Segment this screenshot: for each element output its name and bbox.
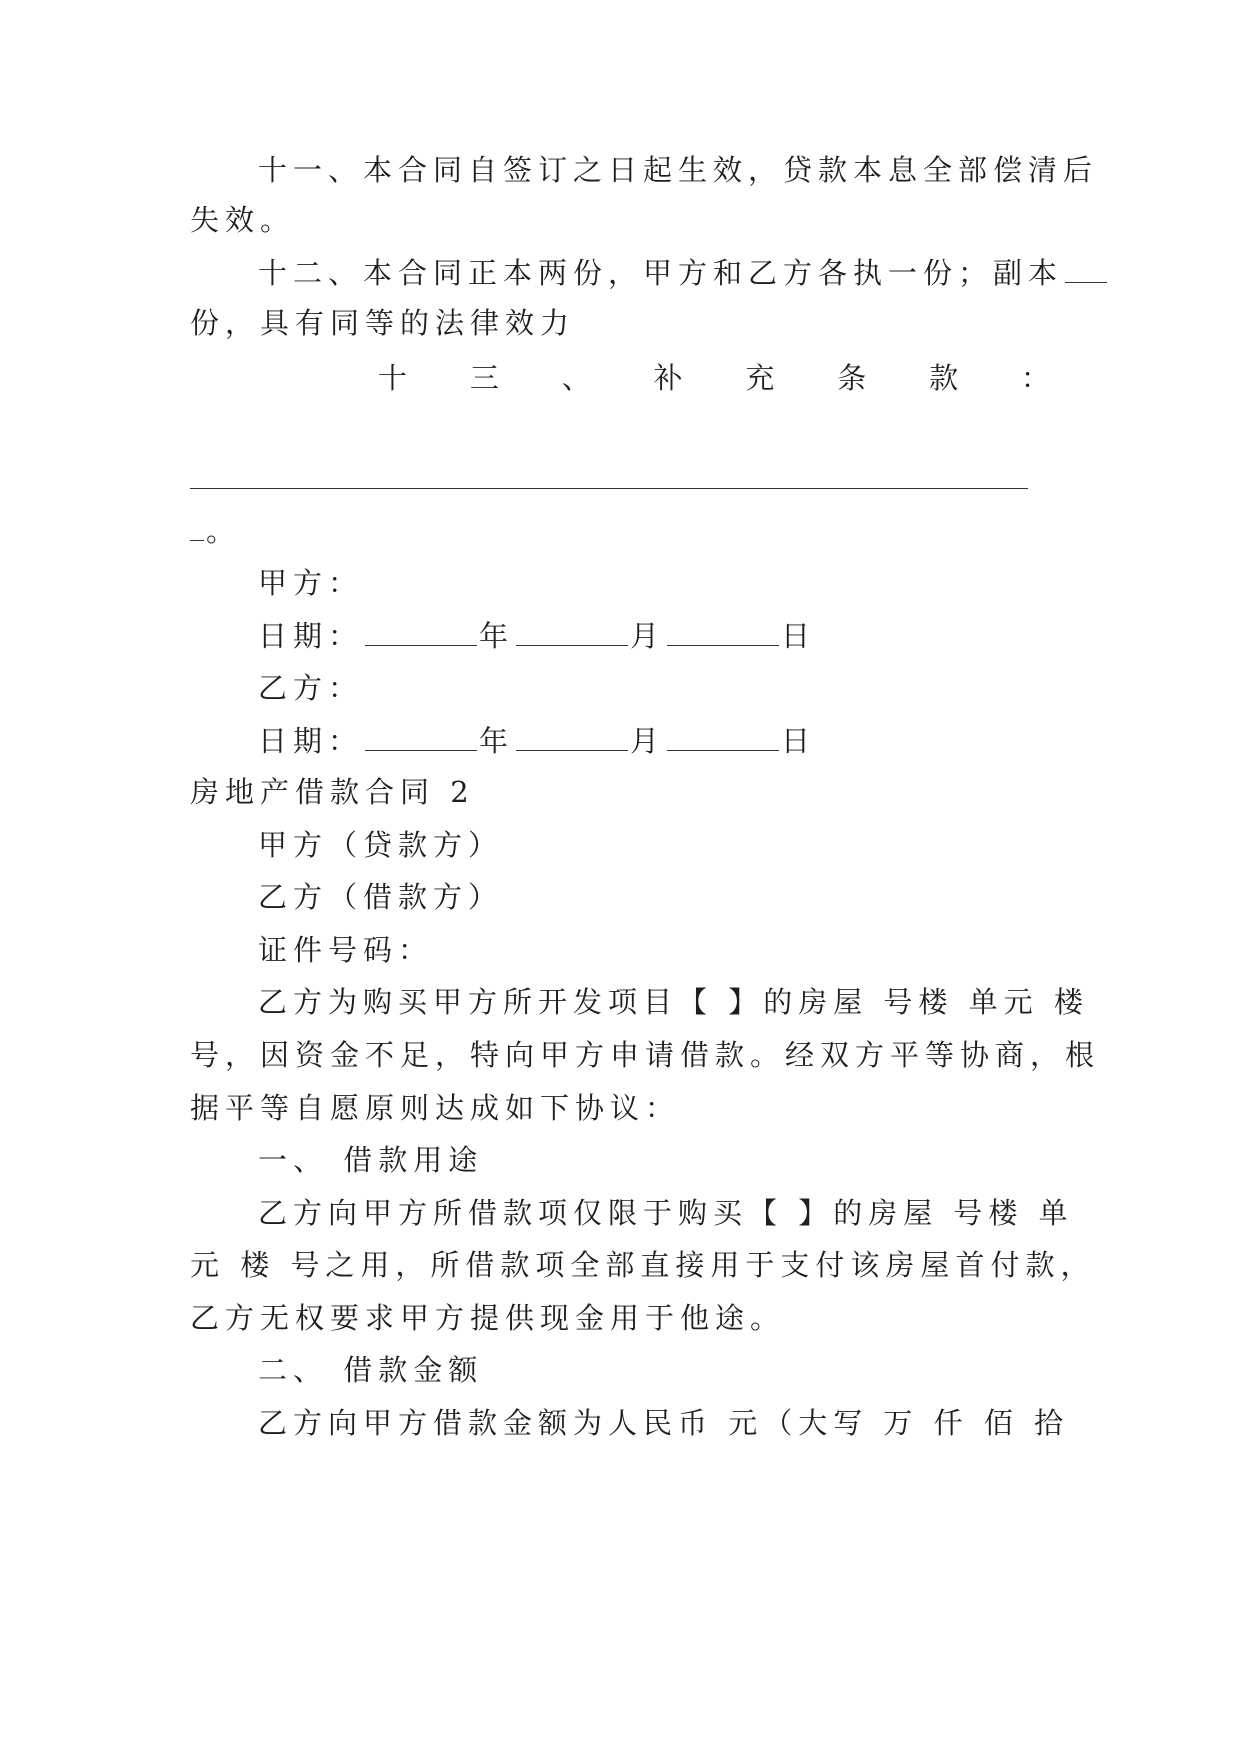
year-label: 年: [479, 619, 515, 653]
party-b-date-line: [258, 720, 1050, 761]
clause-13-heading: [378, 358, 1050, 398]
id-number-label: 证件号码：: [258, 933, 434, 967]
clause-12-line-2: 份，具有同等的法律效力: [190, 306, 576, 340]
lender-label: 甲方（贷款方）: [258, 828, 504, 862]
day-label: 日: [781, 619, 817, 653]
intro-line-3: 据平等自愿原则达成如下协议：: [190, 1091, 681, 1125]
clause-13-char: 三: [469, 361, 499, 395]
borrower-label: 乙方（借款方）: [258, 880, 504, 914]
contract-2-title: 房地产借款合同 2: [190, 775, 475, 809]
section-1-line-2: 元 楼 号之用，所借款项全部直接用于支付该房屋首付款，: [190, 1248, 1096, 1282]
party-b-signature-label: 乙方：: [258, 671, 364, 705]
copies-blank: [1065, 252, 1107, 283]
clause-12-line-1: [258, 252, 1064, 293]
section-1-heading: 一、 借款用途: [258, 1143, 484, 1177]
intro-line-2: 号，因资金不足，特向甲方申请借款。经双方平等协商，根: [190, 1038, 1101, 1072]
clause-13-char: 、: [561, 361, 591, 395]
day-label: 日: [781, 724, 817, 758]
clause-12-text: 十二、本合同正本两份，甲方和乙方各执一份；副本: [258, 256, 1064, 290]
section-1-line-1: 乙方向甲方所借款项仅限于购买【 】的房屋 号楼 单: [258, 1196, 1074, 1230]
clause-13-char: 十: [378, 361, 408, 395]
supplementary-terms-blank-line: [190, 488, 1028, 489]
day-blank: [667, 615, 779, 646]
clause-11-line-2: 失效。: [190, 203, 296, 237]
section-2-line-1: 乙方向甲方借款金额为人民币 元（大写 万 仟 佰 拾: [258, 1406, 1070, 1440]
month-label: 月: [630, 724, 666, 758]
party-a-date-line: [258, 615, 1050, 656]
clause-13-char: 条: [837, 361, 867, 395]
date-label: 日期：: [258, 619, 364, 653]
intro-line-1: 乙方为购买甲方所开发项目【 】的房屋 号楼 单元 楼: [258, 985, 1089, 1019]
day-blank: [667, 720, 779, 751]
clause-13-char: 补: [653, 361, 683, 395]
period: 。: [206, 514, 242, 548]
section-2-heading: 二、 借款金额: [258, 1353, 484, 1387]
year-blank: [365, 720, 477, 751]
section-1-line-3: 乙方无权要求甲方提供现金用于他途。: [190, 1301, 786, 1335]
clause-13-char: 充: [745, 361, 775, 395]
clause-13-char: 款: [929, 361, 959, 395]
month-blank: [516, 615, 628, 646]
date-label: 日期：: [258, 724, 364, 758]
year-label: 年: [479, 724, 515, 758]
supplementary-terms-end: [190, 510, 1050, 551]
clause-11-line-1: 十一、本合同自签订之日起生效，贷款本息全部偿清后: [258, 153, 1099, 187]
blank-fragment: [190, 510, 204, 541]
clause-13-char: ：: [1020, 361, 1050, 395]
party-a-signature-label: 甲方：: [258, 566, 364, 600]
month-label: 月: [630, 619, 666, 653]
month-blank: [516, 720, 628, 751]
year-blank: [365, 615, 477, 646]
